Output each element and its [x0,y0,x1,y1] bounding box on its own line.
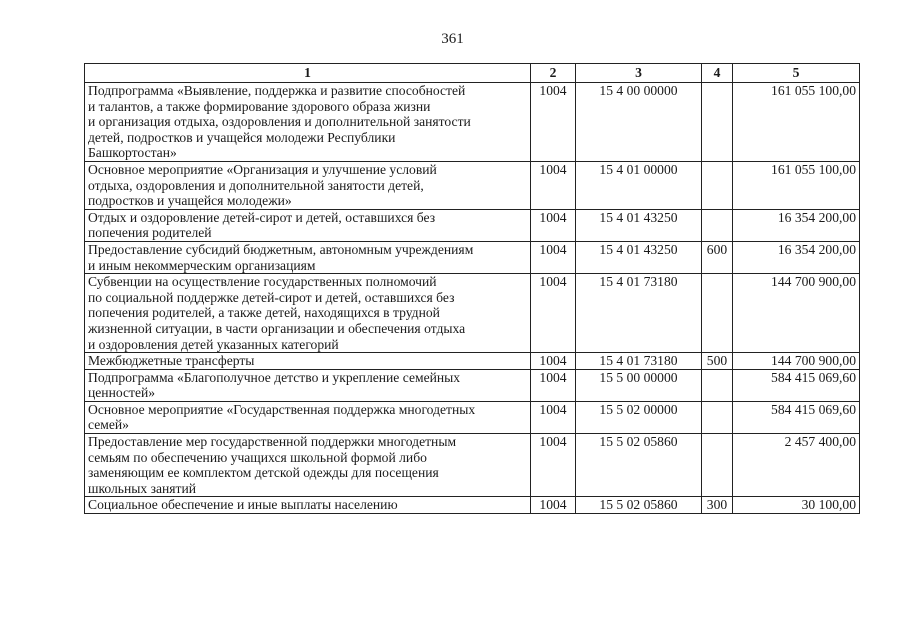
row-code-cell: 15 4 01 73180 [576,353,702,370]
table-row [85,209,860,241]
row-name-cell: Отдых и оздоровление детей-сирот и детей, оставшихся без попечения родителей [85,209,531,241]
table-row [85,401,860,433]
column-header-3: 3 [576,64,702,83]
row-section-cell: 1004 [531,83,576,162]
row-name-cell: Основное мероприятие «Государственная поддержка многодетных семей» [85,401,531,433]
row-section-cell: 1004 [531,353,576,370]
row-type-cell: 500 [702,353,733,370]
row-amount-cell: 144 700 900,00 [733,353,860,370]
row-code-cell: 15 4 01 43250 [576,241,702,273]
row-type-cell: 300 [702,497,733,514]
table-row [85,497,860,514]
row-section-cell: 1004 [531,369,576,401]
row-type-cell [702,83,733,162]
table-row [85,353,860,370]
row-type-cell [702,274,733,353]
row-section-cell: 1004 [531,274,576,353]
row-amount-cell: 584 415 069,60 [733,401,860,433]
row-type-cell [702,401,733,433]
row-name-cell: Социальное обеспечение и иные выплаты населению [85,497,531,514]
row-code-cell: 15 5 00 00000 [576,369,702,401]
column-header-4: 4 [702,64,733,83]
row-amount-cell: 2 457 400,00 [733,434,860,497]
column-header-2: 2 [531,64,576,83]
row-code-cell: 15 4 00 00000 [576,83,702,162]
row-section-cell: 1004 [531,161,576,209]
row-code-cell: 15 4 01 73180 [576,274,702,353]
row-name-cell: Межбюджетные трансферты [85,353,531,370]
row-section-cell: 1004 [531,401,576,433]
row-section-cell: 1004 [531,241,576,273]
page-number: 361 [441,31,464,47]
row-amount-cell: 144 700 900,00 [733,274,860,353]
table-row [85,274,860,353]
row-type-cell [702,369,733,401]
row-amount-cell: 161 055 100,00 [733,83,860,162]
header-row [85,64,860,83]
row-name-cell: Субвенции на осуществление государственных полномочий по социальной поддержке детей-сирот и детей, оставшихся без попечения родителей, а также детей, находящихся в трудной жизненной ситуации, в части организации и обеспечения отдыха и оздоровления детей указанных категорий [85,274,531,353]
row-amount-cell: 584 415 069,60 [733,369,860,401]
row-amount-cell: 16 354 200,00 [733,209,860,241]
table-row [85,241,860,273]
column-header-1: 1 [85,64,531,83]
row-name-cell: Основное мероприятие «Организация и улучшение условий отдыха, оздоровления и дополнительной занятости детей, подростков и учащейся молодежи» [85,161,531,209]
row-type-cell [702,209,733,241]
row-code-cell: 15 5 02 00000 [576,401,702,433]
row-name-cell: Предоставление мер государственной поддержки многодетным семьям по обеспечению учащихся школьной формой либо заменяющим ее комплектом детской одежды для посещения школьных занятий [85,434,531,497]
row-amount-cell: 161 055 100,00 [733,161,860,209]
row-type-cell: 600 [702,241,733,273]
row-code-cell: 15 5 02 05860 [576,434,702,497]
row-name-cell: Подпрограмма «Благополучное детство и укрепление семейных ценностей» [85,369,531,401]
row-type-cell [702,434,733,497]
table-row [85,434,860,497]
budget-table [84,63,860,514]
row-type-cell [702,161,733,209]
row-code-cell: 15 4 01 43250 [576,209,702,241]
row-section-cell: 1004 [531,209,576,241]
row-section-cell: 1004 [531,434,576,497]
table-row [85,161,860,209]
row-code-cell: 15 4 01 00000 [576,161,702,209]
table-row [85,83,860,162]
row-code-cell: 15 5 02 05860 [576,497,702,514]
column-header-5: 5 [733,64,860,83]
row-name-cell: Подпрограмма «Выявление, поддержка и развитие способностей и талантов, а также формирование здорового образа жизни и организация отдыха, оздоровления и дополнительной занятости детей, подростков и учащейся молодежи Республики Башкортостан» [85,83,531,162]
row-name-cell: Предоставление субсидий бюджетным, автономным учреждениям и иным некоммерческим организациям [85,241,531,273]
row-section-cell: 1004 [531,497,576,514]
table-row [85,369,860,401]
row-amount-cell: 30 100,00 [733,497,860,514]
row-amount-cell: 16 354 200,00 [733,241,860,273]
